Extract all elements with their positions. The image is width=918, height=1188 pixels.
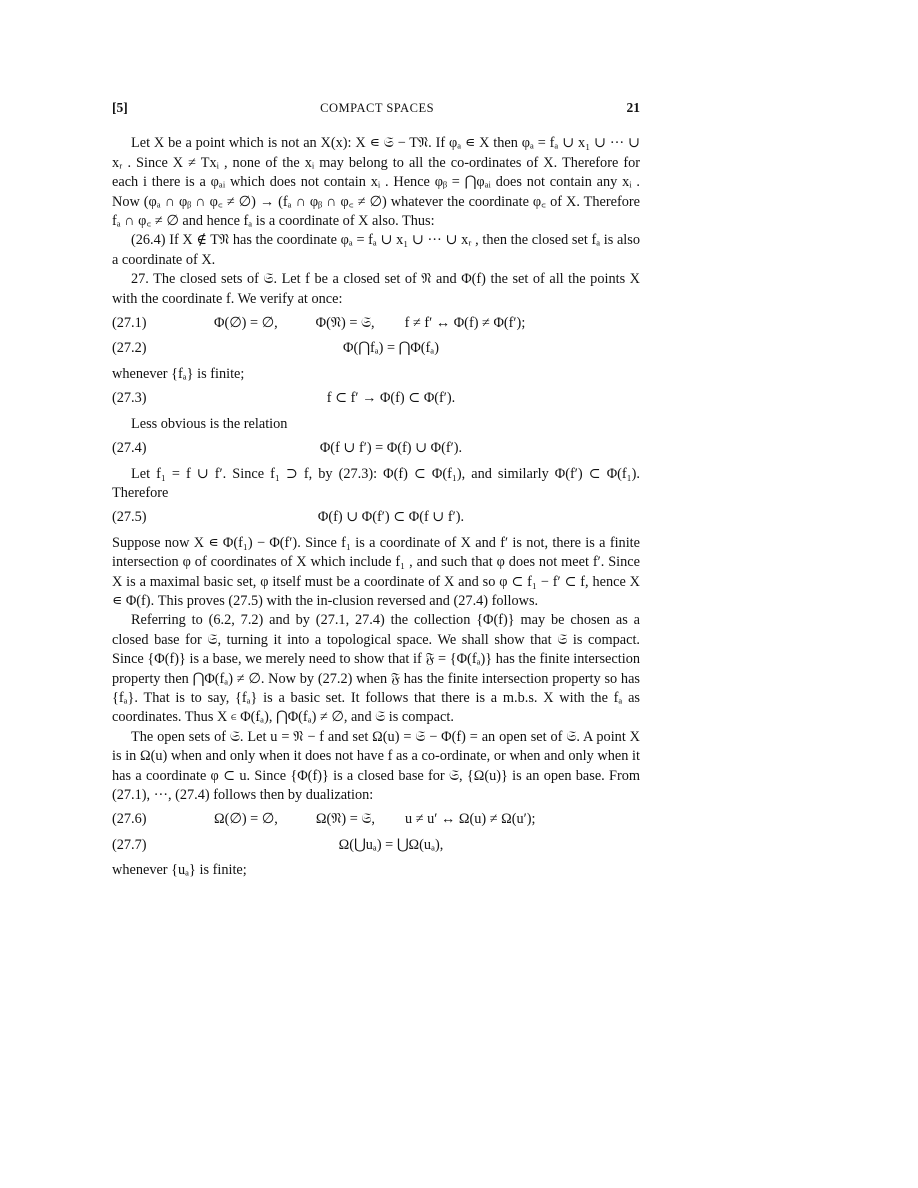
running-header	[112, 98, 640, 118]
equation-body: Φ(f) ∪ Φ(f′) ⊂ Φ(f ∪ f′).	[317, 509, 465, 526]
equation	[112, 339, 640, 358]
equation-number: (27.1)	[112, 315, 147, 332]
paragraph: Suppose now X ∊ Φ(f₁) − Φ(f′). Since f₁ is a coordinate of X and f′ is not, there is a finite intersection φ of coordinates of X which include f₁ , and such that φ does not meet f′. Since X is a maximal basic set, φ itself must be a coordinate of X and so φ ⊂ f₁ − f′ ⊂ f, hence X ∊ Φ(f). This proves (27.5) with the in-clusion reversed and (27.4) follows.	[112, 534, 640, 609]
equation-number: (27.2)	[112, 340, 147, 357]
equation-part: Ω(∅) = ∅,	[214, 811, 278, 828]
equation-body: Φ(f ∪ f′) = Φ(f) ∪ Φ(f′).	[319, 440, 463, 457]
equation-part: Φ(𝔑) = 𝔖,	[315, 315, 375, 332]
equation-number: (27.3)	[112, 390, 147, 407]
equation-body: Ω(⋃uₐ) = ⋃Ω(uₐ),	[338, 836, 444, 853]
equation	[112, 508, 640, 527]
paragraph: (26.4) If X ∉ T𝔑 has the coordinate φₐ = fₐ ∪ x₁ ∪ ··· ∪ xᵣ , then the closed set fₐ is also a coordinate of X.	[112, 232, 640, 268]
equation-part: Ω(𝔑) = 𝔖,	[315, 811, 375, 828]
equation-body: f ⊂ f′ → Φ(f) ⊂ Φ(f′).	[326, 390, 456, 407]
section-label: [5]	[112, 100, 128, 115]
equation-number: (27.7)	[112, 836, 147, 853]
equation-body: Φ(⋂fₐ) = ⋂Φ(fₐ)	[343, 340, 439, 357]
equation	[112, 439, 640, 458]
equation-body	[212, 314, 640, 333]
equation	[112, 389, 640, 408]
equation-part: f ≠ f′ ↔ Φ(f) ≠ Φ(f′);	[404, 315, 526, 332]
paragraph: 27. The closed sets of 𝔖. Let f be a closed set of 𝔑 and Φ(f) the set of all the points X with the coordinate f. We verify at once:	[112, 271, 640, 307]
paragraph: The open sets of 𝔖. Let u = 𝔑 − f and set Ω(u) = 𝔖 − Φ(f) = an open set of 𝔖. A point X is in Ω(u) when and only when it does not have f as a co-ordinate, or when and only when it has a coordinate φ ⊂ u. Since {Φ(f)} is a closed base for 𝔖, {Ω(u)} is an open base. From (27.1), ···, (27.4) follows then by dualization:	[112, 728, 640, 803]
equation-body	[212, 810, 640, 829]
body-text	[112, 134, 640, 880]
paragraph: Less obvious is the relation	[131, 415, 288, 432]
equation-part: Φ(∅) = ∅,	[214, 315, 278, 332]
paragraph: Let X be a point which is not an X(x): X ∊ 𝔖 − T𝔑. If φₐ ∊ X then φₐ = fₐ ∪ x₁ ∪ ··· ∪ xᵣ . Since X ≠ Txᵢ , none of the xᵢ may belong to all the co-ordinates of X. Therefore for each i there is a φₐᵢ which does not contain xᵢ . Hence φᵦ = ⋂φₐᵢ does not contain any xᵢ . Now (φₐ ∩ φᵦ ∩ φ꜀ ≠ ∅) → (fₐ ∩ φᵦ ∩ φ꜀ ≠ ∅) whatever the coordinate φ꜀ of X. Therefore fₐ ∩ φ꜀ ≠ ∅ and hence fₐ is a coordinate of X also. Thus:	[112, 135, 640, 230]
equation	[112, 836, 640, 855]
equation-number: (27.5)	[112, 509, 147, 526]
paragraph: whenever {uₐ} is finite;	[112, 862, 247, 879]
equation	[112, 314, 640, 333]
page-number: 21	[626, 100, 640, 115]
page	[112, 98, 640, 881]
equation-number: (27.4)	[112, 440, 147, 457]
paragraph: Referring to (6.2, 7.2) and by (27.1, 27.4) the collection {Φ(f)} may be chosen as a closed base for 𝔖, turning it into a topological space. We shall show that 𝔖 is compact. Since {Φ(f)} is a base, we merely need to show that if 𝔉 = {Φ(fₐ)} has the finite intersection property then ⋂Φ(fₐ) ≠ ∅. Now by (27.2) when 𝔉 has the finite intersection property so has {fₐ}. That is to say, {fₐ} is a basic set. It follows that there is a m.b.s. X with the fₐ as coordinates. Thus X ∊ Φ(fₐ), ⋂Φ(fₐ) ≠ ∅, and 𝔖 is compact.	[112, 612, 640, 726]
running-title: COMPACT SPACES	[320, 101, 435, 115]
equation-part: u ≠ u′ ↔ Ω(u) ≠ Ω(u′);	[404, 811, 536, 828]
paragraph: whenever {fₐ} is finite;	[112, 365, 245, 382]
equation-number: (27.6)	[112, 811, 147, 828]
paragraph: Let f₁ = f ∪ f′. Since f₁ ⊃ f, by (27.3): Φ(f) ⊂ Φ(f₁), and similarly Φ(f′) ⊂ Φ(f₁). Therefore	[112, 465, 640, 501]
equation	[112, 810, 640, 829]
